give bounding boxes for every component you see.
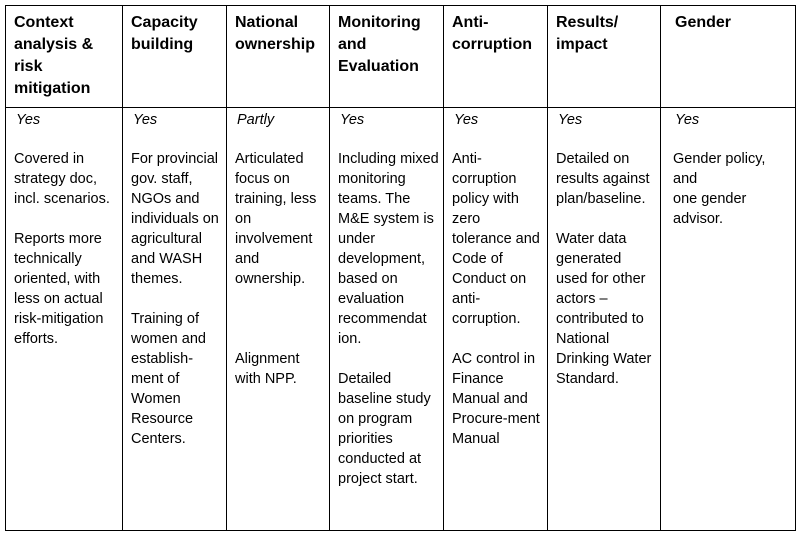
rating-monitoring: Yes xyxy=(340,112,365,128)
context-text-1: Covered in strategy doc, incl. scenarios. xyxy=(14,151,110,207)
header-capacity: Capacity building xyxy=(123,6,227,108)
ownership-text-1: Articulated focus on training, less on involvement and ownership. xyxy=(235,151,317,287)
rating-ownership: Partly xyxy=(237,112,275,128)
header-ownership: National ownership xyxy=(227,6,330,108)
results-text-1: Detailed on results against plan/baseline. xyxy=(556,151,650,207)
gender-text-1: Gender policy, and xyxy=(673,151,766,187)
rating-anticorruption: Yes xyxy=(454,112,479,128)
context-text-2: Reports more technically oriented, with less on actual risk-mitigation efforts. xyxy=(14,231,104,347)
header-row xyxy=(6,6,796,108)
cell-monitoring xyxy=(330,108,444,531)
cell-gender xyxy=(661,108,796,531)
rating-results: Yes xyxy=(558,112,583,128)
cell-capacity xyxy=(123,108,227,531)
assessment-table xyxy=(5,5,796,531)
cell-ownership xyxy=(227,108,330,531)
monitoring-text-1: Including mixed monitoring teams. The M&E system is under development, based on evaluation recommendat ion. xyxy=(338,151,439,347)
header-gender: Gender xyxy=(661,6,796,108)
content-row xyxy=(6,108,796,531)
results-text-2: Water data generated used for other actors – contributed to National Drinking Water Standard. xyxy=(556,231,652,387)
anticorruption-text-2: AC control in Finance Manual and Procure-ment Manual xyxy=(452,351,540,447)
capacity-text-2: Training of women and establish-ment of Women Resource Centers. xyxy=(131,311,206,447)
capacity-text-1: For provincial gov. staff, NGOs and individuals on agricultural and WASH themes. xyxy=(131,151,219,287)
gender-text-2: one gender advisor. xyxy=(673,191,747,227)
monitoring-text-2: Detailed baseline study on program priorities conducted at project start. xyxy=(338,371,431,487)
ownership-text-2: Alignment with NPP. xyxy=(235,351,300,387)
cell-context xyxy=(6,108,123,531)
header-context: Context analysis & risk mitigation xyxy=(6,6,123,108)
cell-anticorruption xyxy=(444,108,548,531)
header-anticorruption: Anti-corruption xyxy=(444,6,548,108)
assessment-table-container xyxy=(5,5,796,531)
header-results: Results/ impact xyxy=(548,6,661,108)
anticorruption-text-1: Anti-corruption policy with zero tolerance and Code of Conduct on anti-corruption. xyxy=(452,151,540,327)
rating-context: Yes xyxy=(16,112,41,128)
rating-gender: Yes xyxy=(675,112,700,128)
rating-capacity: Yes xyxy=(133,112,158,128)
cell-results xyxy=(548,108,661,531)
header-monitoring: Monitoring and Evaluation xyxy=(330,6,444,108)
